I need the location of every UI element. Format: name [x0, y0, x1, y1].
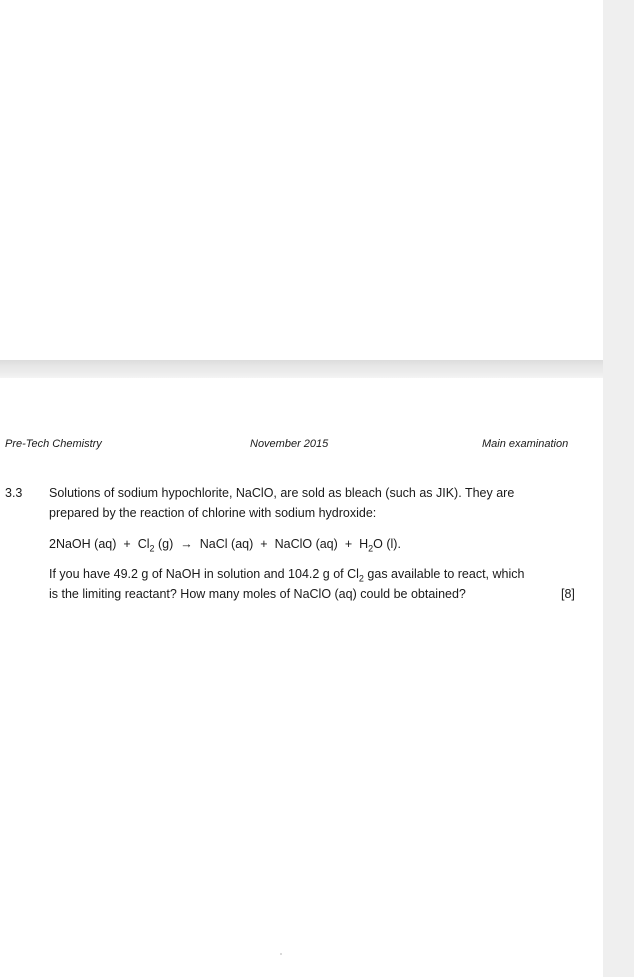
header-exam-type: Main examination: [482, 438, 569, 450]
page-separator: [0, 360, 603, 378]
question-task-line-1: If you have 49.2 g of NaOH in solution and 104.2 g of $Cl_2$ gas available to react, which: [49, 567, 525, 584]
previous-page-area: [0, 0, 603, 360]
equation-plus: +: [260, 537, 268, 551]
question-intro-line-1: Solutions of sodium hypochlorite, NaClO, are sold as bleach (such as JIK). They are: [49, 486, 515, 500]
viewer-right-margin: [603, 0, 634, 977]
equation-reactant-cl2: $Cl_2$ (g): [137, 537, 174, 554]
header-date: November 2015: [250, 438, 329, 450]
equation-product-naclo: NaClO (aq): [274, 537, 338, 551]
equation-plus: +: [123, 537, 131, 551]
equation-plus: +: [344, 537, 353, 551]
header-course: Pre-Tech Chemistry: [5, 438, 102, 450]
page-speck: [280, 953, 282, 955]
question-marks: [8]: [561, 587, 575, 601]
chemical-equation: [49, 537, 401, 554]
question-number: 3.3: [5, 486, 23, 500]
question-intro-line-2: prepared by the reaction of chlorine with sodium hydroxide:: [49, 506, 377, 520]
equation-arrow: →: [180, 537, 193, 551]
equation-product-nacl: NaCl (aq): [199, 537, 254, 551]
question-task-line-2: is the limiting reactant? How many moles of NaClO (aq) could be obtained?: [49, 587, 466, 601]
equation-reactant-naoh: 2NaOH (aq): [49, 537, 117, 551]
equation-product-water: $H_2O$ (l).: [359, 537, 401, 554]
exam-page: [0, 378, 603, 977]
